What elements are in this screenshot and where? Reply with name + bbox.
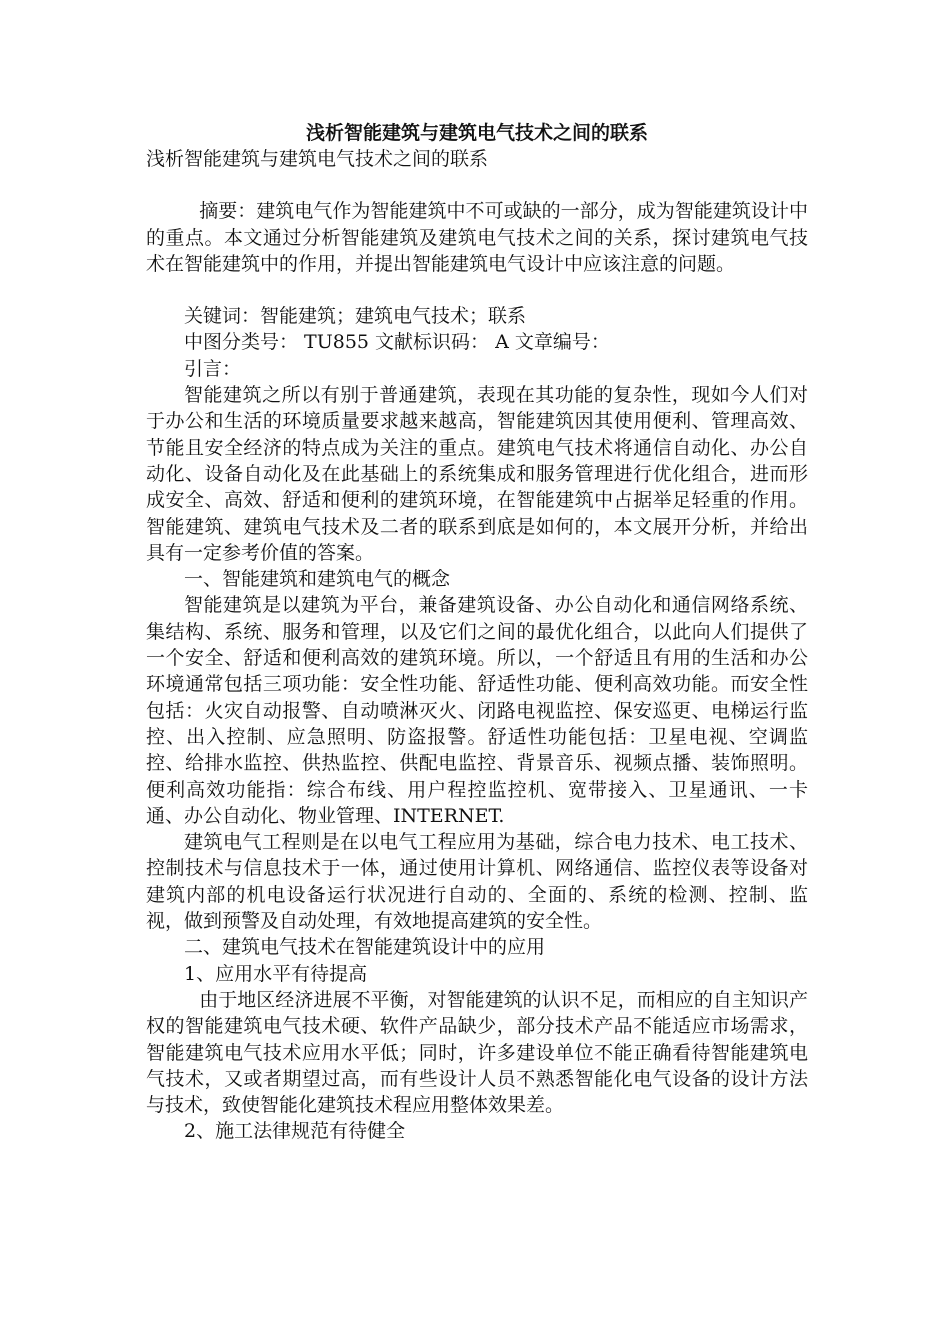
intro-label: 引言： <box>184 357 242 380</box>
section2-heading: 二、建筑电气技术在智能建筑设计中的应用 <box>184 936 546 959</box>
document-title: 浅析智能建筑与建筑电气技术之间的联系 <box>305 122 648 144</box>
classification-line: 中图分类号： TU855 文献标识码： A 文章编号： <box>184 331 610 354</box>
document-subtitle: 浅析智能建筑与建筑电气技术之间的联系 <box>146 148 489 170</box>
subsection1-paragraph: 由于地区经济进展不平衡，对智能建筑的认识不足，而相应的自主知识产权的智能建筑电气技术硬、软件产品缺少，部分技术产品不能适应市场需求，智能建筑电气技术应用水平低；同时，许多建设单位不能正确看待智能建筑电气技术，又或者期望过高，而有些设计人员不熟悉智能化电气设备的设计方法与技术，致使智能化建筑技术程应用整体效果差。 <box>146 988 808 1117</box>
intro-paragraph: 智能建筑之所以有别于普通建筑，表现在其功能的复杂性，现如今人们对于办公和生活的环境质量要求越来越高，智能建筑因其使用便利、管理高效、节能且安全经济的特点成为关注的重点。建筑电气技术将通信自动化、办公自动化、设备自动化及在此基础上的系统集成和服务管理进行优化组合，进而形成安全、高效、舒适和便利的建筑环境，在智能建筑中占据举足轻重的作用。智能建筑、建筑电气技术及二者的联系到底是如何的，本文展开分析，并给出具有一定参考价值的答案。 <box>146 384 808 564</box>
keywords-line: 关键词：智能建筑；建筑电气技术；联系 <box>184 305 527 328</box>
subsection2-heading: 2、施工法律规范有待健全 <box>184 1120 406 1143</box>
section1-heading: 一、智能建筑和建筑电气的概念 <box>184 568 451 591</box>
abstract-paragraph: 摘要：建筑电气作为智能建筑中不可或缺的一部分，成为智能建筑设计中的重点。本文通过分析智能建筑及建筑电气技术之间的关系，探讨建筑电气技术在智能建筑中的作用，并提出智能建筑电气设计中应该注意的问题。 <box>146 200 808 275</box>
document-page <box>146 120 808 1145</box>
subsection1-heading: 1、应用水平有待提高 <box>184 962 368 985</box>
section1-paragraph-1: 智能建筑是以建筑为平台，兼备建筑设备、办公自动化和通信网络系统、集结构、系统、服务和管理，以及它们之间的最优化组合，以此向人们提供了一个安全、舒适和便利高效的建筑环境。所以，一个舒适且有用的生活和办公环境通常包括三项功能：安全性功能、舒适性功能、便利高效功能。而安全性包括：火灾自动报警、自动喷淋灭火、闭路电视监控、保安巡更、电梯运行监控、出入控制、应急照明、防盗报警。舒适性功能包括：卫星电视、空调监控、给排水监控、供热监控、供配电监控、背景音乐、视频点播、装饰照明。 便利高效功能指：综合布线、用户程控监控机、宽带接入、卫星通讯、一卡通、办公自动化、物业管理、INTERNET. <box>146 594 808 827</box>
section1-paragraph-2: 建筑电气工程则是在以电气工程应用为基础，综合电力技术、电工技术、控制技术与信息技术于一体，通过使用计算机、网络通信、监控仪表等设备对建筑内部的机电设备运行状况进行自动的、全面的、系统的检测、控制、监视，做到预警及自动处理，有效地提高建筑的安全性。 <box>146 831 808 933</box>
